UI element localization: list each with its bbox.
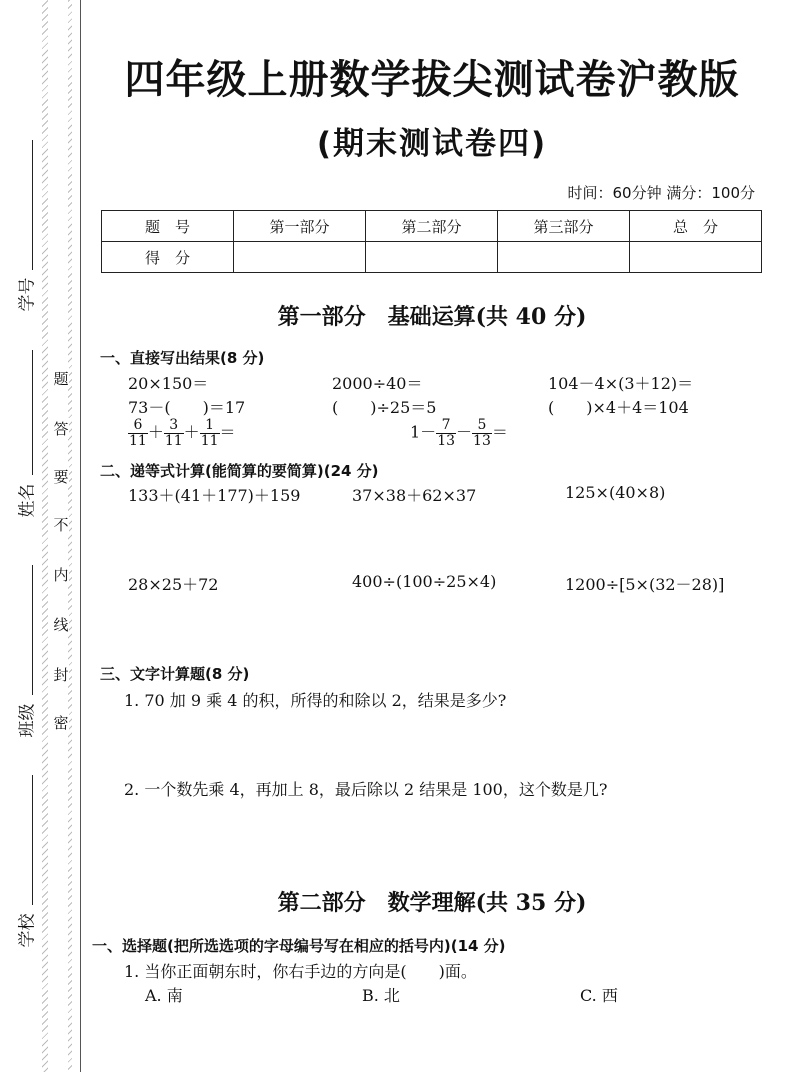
student-no-line[interactable] [32, 140, 33, 270]
section-heading: 一、选择题(把所选选项的字母编号写在相应的括号内)(14 分) [92, 937, 506, 955]
choice-option: C. 西 [580, 986, 618, 1005]
class-line[interactable] [32, 565, 33, 695]
fraction-expression: 1－ $\frac{7}{13}$ － $\frac{5}{13}$ ＝ [410, 417, 508, 449]
question-item: ( )×4＋4＝104 [548, 398, 689, 417]
score-header-cell: 题 号 [102, 211, 234, 242]
class-label: 班级 [17, 703, 38, 738]
section-heading: 一、直接写出结果(8 分) [100, 349, 265, 367]
seal-char: 答 [53, 420, 69, 438]
page-subtitle: (期末测试卷四) [316, 126, 548, 162]
question-item: 73－( )＝17 [128, 398, 246, 417]
score-input-cell[interactable] [630, 242, 762, 273]
name-line[interactable] [32, 350, 33, 475]
question-item: 2000÷40＝ [332, 374, 423, 393]
question-item: 400÷(100÷25×4) [352, 572, 497, 591]
seal-char: 要 [53, 468, 69, 486]
seal-char: 线 [53, 616, 69, 634]
score-header-cell: 总 分 [630, 211, 762, 242]
question-item: 1. 当你正面朝东时，你右手边的方向是( )面。 [124, 962, 477, 981]
question-item: 1. 70 加 9 乘 4 的积，所得的和除以 2，结果是多少? [124, 691, 507, 710]
seal-char: 题 [53, 370, 69, 388]
question-item: 37×38＋62×37 [352, 486, 477, 505]
question-item: ( )÷25＝5 [332, 398, 437, 417]
fraction: $\frac{7}{13}$ [437, 417, 456, 449]
question-item: 104－4×(3＋12)＝ [548, 374, 694, 393]
binding-line [80, 0, 81, 1072]
exam-meta: 时间：60分钟 满分：100分 [567, 184, 755, 202]
question-item: 2. 一个数先乘 4，再加上 8，最后除以 2 结果是 100，这个数是几? [124, 780, 608, 799]
score-header-cell: 第二部分 [366, 211, 498, 242]
seal-char: 封 [53, 666, 69, 684]
question-item: 125×(40×8) [565, 483, 666, 502]
seal-char: 内 [53, 566, 69, 584]
page-title: 四年级上册数学拔尖测试卷沪教版 [124, 57, 740, 103]
score-header-cell: 第一部分 [234, 211, 366, 242]
score-table [101, 210, 762, 273]
choice-option: A. 南 [145, 986, 183, 1005]
part2-title: 第二部分 数学理解(共 35 分) [277, 890, 587, 916]
score-row-label: 得 分 [102, 242, 234, 273]
part1-title: 第一部分 基础运算(共 40 分) [277, 304, 587, 330]
binding-margin-inner [48, 0, 68, 1072]
question-item: 28×25＋72 [128, 575, 219, 594]
question-item: 1200÷[5×(32－28)] [565, 575, 725, 594]
fraction: $\frac{5}{13}$ [473, 417, 491, 449]
score-input-cell[interactable] [498, 242, 630, 273]
seal-char: 不 [53, 516, 69, 534]
student-no-label: 学号 [17, 277, 38, 312]
school-line[interactable] [32, 775, 33, 905]
fraction: $\frac{1}{11}$ [200, 417, 219, 449]
choice-option: B. 北 [362, 986, 400, 1005]
seal-char: 密 [53, 714, 69, 732]
section-heading: 二、递等式计算(能简算的要简算)(24 分) [100, 462, 379, 480]
question-item: 20×150＝ [128, 374, 209, 393]
question-item: 133＋(41＋177)＋159 [128, 486, 301, 505]
school-label: 学校 [17, 913, 38, 948]
score-input-cell[interactable] [234, 242, 366, 273]
section-heading: 三、文字计算题(8 分) [100, 665, 250, 683]
fraction-expression: $\frac{6}{11}$ ＋ $\frac{3}{11}$ ＋ $\frac{1}{11}$ ＝ [129, 417, 236, 449]
fraction: $\frac{6}{11}$ [129, 417, 147, 449]
score-input-cell[interactable] [366, 242, 498, 273]
score-header-cell: 第三部分 [498, 211, 630, 242]
fraction: $\frac{3}{11}$ [164, 417, 183, 449]
name-label: 姓名 [17, 483, 38, 518]
